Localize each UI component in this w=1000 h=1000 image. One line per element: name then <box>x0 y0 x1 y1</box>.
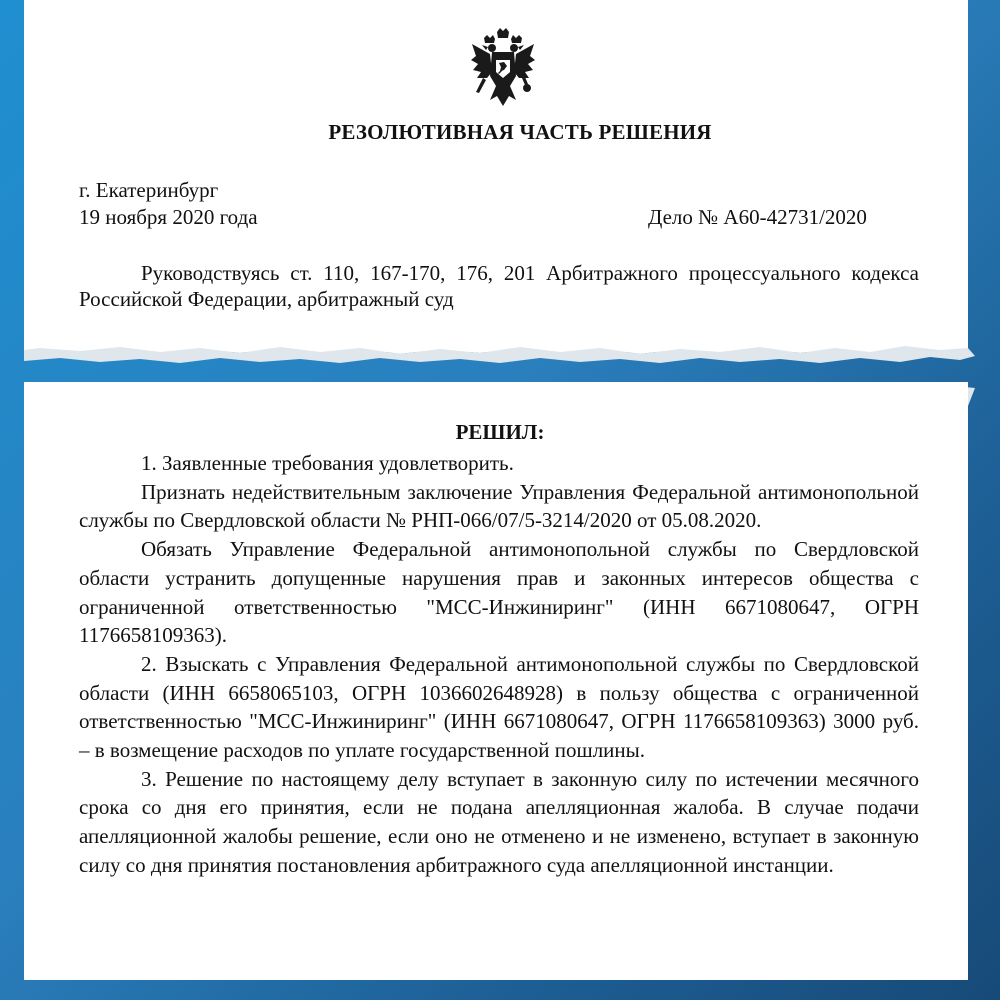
decision-paragraph: Обязать Управление Федеральной антимонопольной службы по Свердловской области устранить допущенные нарушения прав и законных интересов общества с ограниченной ответственностью "МСС-Инжиниринг" (ИНН 6671080647, ОГРН 1176658109363). <box>79 537 919 648</box>
decision-paragraph: 2. Взыскать с Управления Федеральной антимонопольной службы по Свердловской области (ИНН 6658065103, ОГРН 1036602648928) в пользу общества с ограниченной ответственностью "МСС-Инжиниринг" (ИНН 6671080647, ОГРН 1176658109363) 3000 руб. – в возмещение расходов по уплате государственной пошлины. <box>79 651 919 763</box>
decision-paragraph: 1. Заявленные требования удовлетворить. <box>141 451 514 475</box>
city: г. Екатеринбург <box>79 178 219 202</box>
russian-coat-of-arms-icon <box>470 26 536 112</box>
decided-heading: РЕШИЛ: <box>455 420 545 444</box>
guided-by-paragraph: Руководствуясь ст. 110, 167-170, 176, 201 Арбитражного процессуального кодекса Российской Федерации, арбитражный суд <box>79 261 919 311</box>
decision-body <box>79 449 919 880</box>
decision-paragraph: 3. Решение по настоящему делу вступает в законную силу по истечении месячного срока со дня его принятия, если не подана апелляционная жалоба. В случае подачи апелляционной жалобы решение, если оно не отменено и не изменено, вступает в законную силу со дня принятия постановления арбитражного суда апелляционной инстанции. <box>79 766 919 877</box>
document-title: РЕЗОЛЮТИВНАЯ ЧАСТЬ РЕШЕНИЯ <box>328 120 712 144</box>
decision-paragraph: Признать недействительным заключение Управления Федеральной антимонопольной службы по Свердловской области № РНП-066/07/5-3214/2020 от 05.08.2020. <box>79 479 919 533</box>
decision-date: 19 ноября 2020 года <box>79 205 258 229</box>
case-number: Дело № А60-42731/2020 <box>648 205 867 229</box>
